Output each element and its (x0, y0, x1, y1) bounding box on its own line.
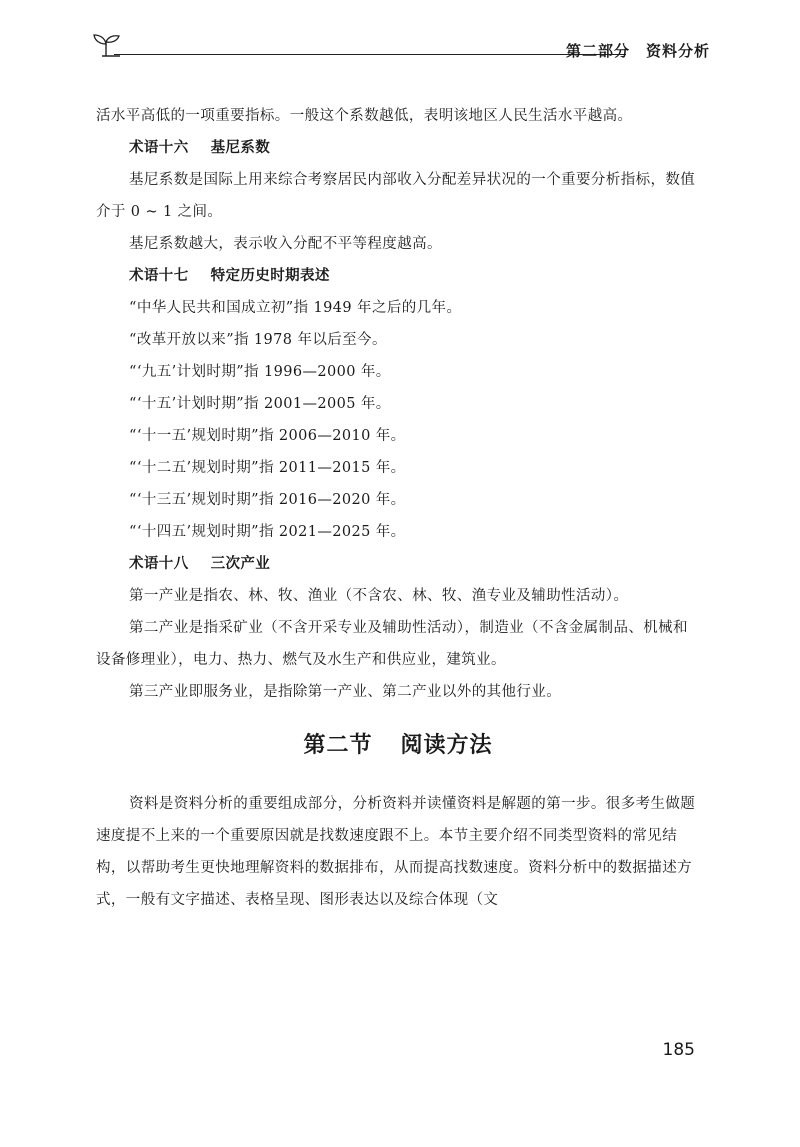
term17-item: “‘十三五’规划时期”指 2016—2020 年。 (129, 492, 406, 508)
term16-paragraph-1: 基尼系数是国际上用来综合考察居民内部收入分配差异状况的一个重要分析指标，数值介于 0 ~ 1 之间。 (96, 172, 696, 220)
header-section-title: 第二部分 资料分析 (565, 42, 710, 60)
term16-paragraph-2: 基尼系数越大，表示收入分配不平等程度越高。 (129, 236, 442, 252)
term18-paragraph-2: 第二产业是指采矿业（不含开采专业及辅助性活动），制造业（不含金属制品、机械和设备修理业），电力、热力、燃气及水生产和供应业，建筑业。 (96, 620, 688, 668)
term-heading-16 (96, 132, 700, 164)
section-paragraph: 资料是资料分析的重要组成部分，分析资料并读懂资料是解题的第一步。很多考生做题速度提不上来的一个重要原因就是找数速度跟不上。本节主要介绍不同类型资料的常见结构，以帮助考生更快地理解资料的数据排布，从而提高找数速度。资料分析中的数据描述方式，一般有文字描述、表格呈现、图形表达以及综合体现（文 (96, 796, 696, 908)
term-heading-18 (96, 548, 700, 580)
section-title: 阅读方法 (400, 733, 493, 758)
page-header (92, 30, 710, 70)
page-content (96, 100, 700, 916)
page-number: 185 (662, 1040, 695, 1060)
term-label: 术语十六 (129, 140, 189, 156)
term-label: 术语十七 (129, 268, 189, 284)
term-title: 基尼系数 (210, 140, 271, 156)
term17-item: “‘十五’计划时期”指 2001—2005 年。 (129, 396, 391, 412)
term18-paragraph-3: 第三产业即服务业，是指除第一产业、第二产业以外的其他行业。 (129, 684, 562, 700)
header-rule (114, 54, 626, 55)
term-title: 特定历史时期表述 (210, 268, 330, 284)
term17-item: “‘九五’计划时期”指 1996—2000 年。 (129, 364, 391, 380)
term-label: 术语十八 (129, 556, 189, 572)
term17-item: “中华人民共和国成立初”指 1949 年之后的几年。 (129, 300, 462, 316)
section-heading (96, 730, 700, 762)
term17-item: “改革开放以来”指 1978 年以后至今。 (129, 332, 387, 348)
term-heading-17 (96, 260, 700, 292)
term-title: 三次产业 (210, 556, 271, 572)
term18-paragraph-1: 第一产业是指农、林、牧、渔业（不含农、林、牧、渔专业及辅助性活动）。 (129, 588, 629, 604)
term17-item: “‘十四五’规划时期”指 2021—2025 年。 (129, 524, 406, 540)
term17-item: “‘十二五’规划时期”指 2011—2015 年。 (129, 460, 406, 476)
section-number: 第二节 (303, 733, 373, 758)
term17-item: “‘十一五’规划时期”指 2006—2010 年。 (129, 428, 406, 444)
intro-line: 活水平高低的一项重要指标。一般这个系数越低，表明该地区人民生活水平越高。 (96, 108, 633, 124)
